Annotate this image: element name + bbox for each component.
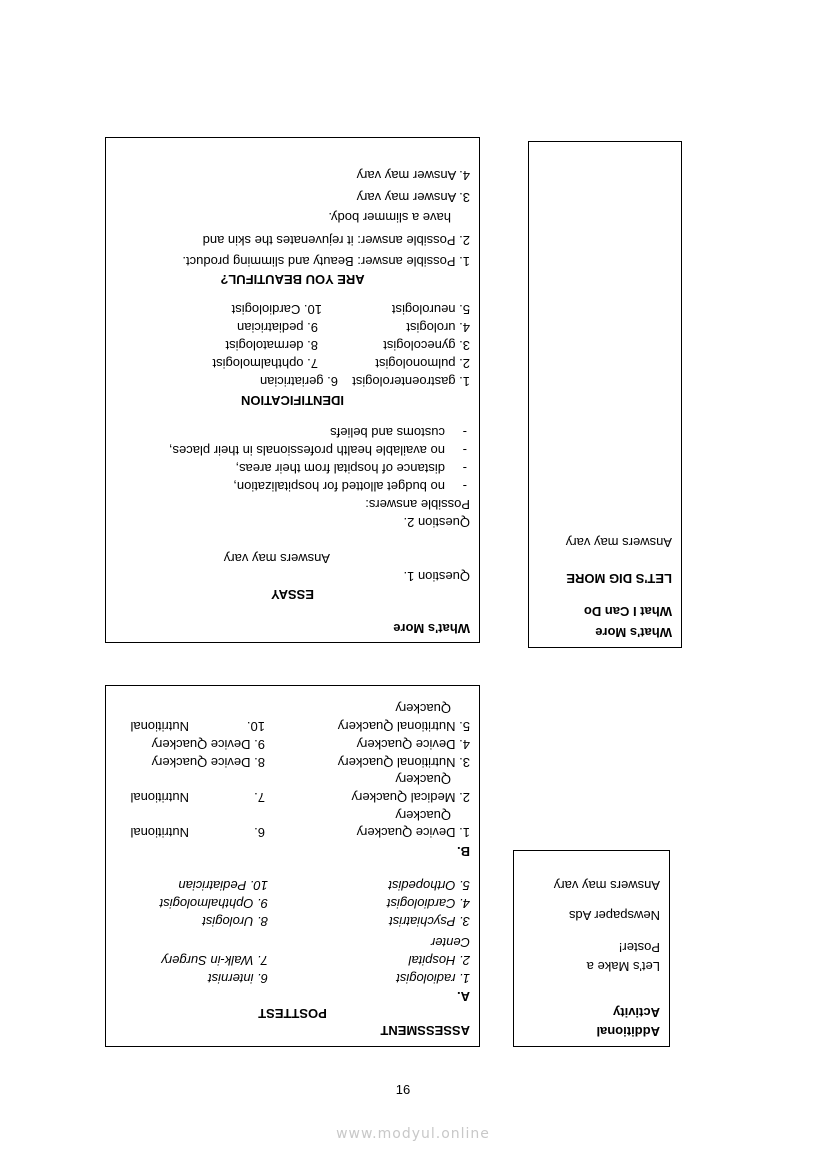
box-title: What's More <box>393 621 470 636</box>
answer-item: Nutritional <box>130 825 189 840</box>
beautiful-answer: have a slimmer body. <box>328 210 451 225</box>
id-item: 8. dermatologist <box>225 338 318 353</box>
answer-item: 10. Pediatrician <box>178 878 268 893</box>
answer-item: 2. Medical Quackery <box>351 790 470 805</box>
bullet-dash: - <box>462 479 467 494</box>
box-subtitle: Activity <box>613 1005 660 1020</box>
answer-item: 3. Nutritional Quackery <box>337 755 470 770</box>
id-item: 2. pulmonologist <box>375 356 470 371</box>
answer-item: 4. Device Quackery <box>356 737 470 752</box>
answer-text: Answers may vary <box>565 535 672 550</box>
answer-item: 8. Urologist <box>202 914 268 929</box>
activity-text: Poster! <box>618 940 660 955</box>
answer-item: no budget allotted for hospitalization, <box>233 479 445 494</box>
question-1: Question 1. <box>403 569 470 584</box>
answer-item: Nutritional <box>130 790 189 805</box>
question-2: Question 2. <box>403 515 470 530</box>
bullet-dash: - <box>462 443 467 458</box>
id-item: 5. neurologist <box>391 302 470 317</box>
answer-item: 6. <box>254 825 265 840</box>
beautiful-answer: 1. Possible answer: Beauty and slimming product. <box>182 254 470 269</box>
id-item: 6. geriatrician <box>259 374 338 389</box>
id-item: 10. Cardiologist <box>231 302 322 317</box>
answer-item: 5. Orthopedist <box>388 878 470 893</box>
answer-item: 7. Walk-in Surgery <box>161 953 268 968</box>
beautiful-answer: 3. Answer may vary <box>356 190 470 205</box>
answer-item: Center <box>430 935 470 950</box>
id-item: 7. ophthalmologist <box>212 356 318 371</box>
answer-item: Quackery <box>395 772 451 787</box>
answer-item: no available health professionals in their places, <box>168 443 445 458</box>
answer-item: 8. Device Quackery <box>151 755 265 770</box>
essay-heading: ESSAY <box>271 587 314 602</box>
answer-item: Quackery <box>395 808 451 823</box>
answer-item: 3. Psychiatrist <box>389 914 470 929</box>
part-b-label: B. <box>457 844 470 859</box>
page-number: 16 <box>395 1082 411 1097</box>
beautiful-heading: ARE YOU BEAUTIFUL? <box>220 272 365 287</box>
question-1-answer: Answers may vary <box>223 551 330 566</box>
activity-text: Let's Make a <box>586 959 660 974</box>
answer-item: 9. Ophthalmologist <box>159 896 268 911</box>
answer-item: distance of hospital from their areas, <box>235 461 445 476</box>
answer-item: 5. Nutritional Quackery <box>337 719 470 734</box>
answer-item: 1. Device Quackery <box>356 825 470 840</box>
answer-item: 2. Hospital <box>408 953 470 968</box>
posttest-heading: POSTTEST <box>258 1006 327 1021</box>
question-2-intro: Possible answers: <box>365 497 470 512</box>
id-item: 3. gynecologist <box>383 338 470 353</box>
beautiful-answer: 2. Possible answer: it rejuvenates the skin and <box>202 233 470 248</box>
assessment-box <box>105 685 480 1047</box>
answer-item: 6. internist <box>208 971 268 986</box>
whats-more-box <box>105 137 480 643</box>
id-item: 9. pediatrician <box>237 320 318 335</box>
answer-item: 1. radiologist <box>396 971 470 986</box>
watermark: www.modyul.online <box>336 1126 490 1142</box>
answer-item: Nutritional <box>130 719 189 734</box>
id-item: 1. gastroenterologist <box>352 374 470 389</box>
assessment-title: ASSESSMENT <box>380 1023 470 1038</box>
answer-item: 7. <box>254 790 265 805</box>
answer-text: Answers may vary <box>553 878 660 893</box>
answer-item: 4. Cardiologist <box>386 896 470 911</box>
answer-item: 10. <box>246 719 265 734</box>
box-title: Additional <box>596 1024 660 1039</box>
answer-item: Quackery <box>395 701 451 716</box>
additional-activity-box <box>513 850 670 1047</box>
answer-item: 9. Device Quackery <box>151 737 265 752</box>
activity-text: Newspaper Ads <box>568 908 660 923</box>
box-subtitle: What I Can Do <box>583 604 672 619</box>
id-item: 4. urologist <box>406 320 470 335</box>
answer-item: customs and beliefs <box>330 425 445 440</box>
dig-more-heading: LET'S DIG MORE <box>566 571 672 586</box>
part-a-label: A. <box>457 989 470 1004</box>
bullet-dash: - <box>462 461 467 476</box>
identification-heading: IDENTIFICATION <box>240 393 345 408</box>
beautiful-answer: 4. Answer may vary <box>356 168 470 183</box>
bullet-dash: - <box>462 425 467 440</box>
box-title: What's More <box>595 625 672 640</box>
what-i-can-do-box <box>528 141 682 648</box>
